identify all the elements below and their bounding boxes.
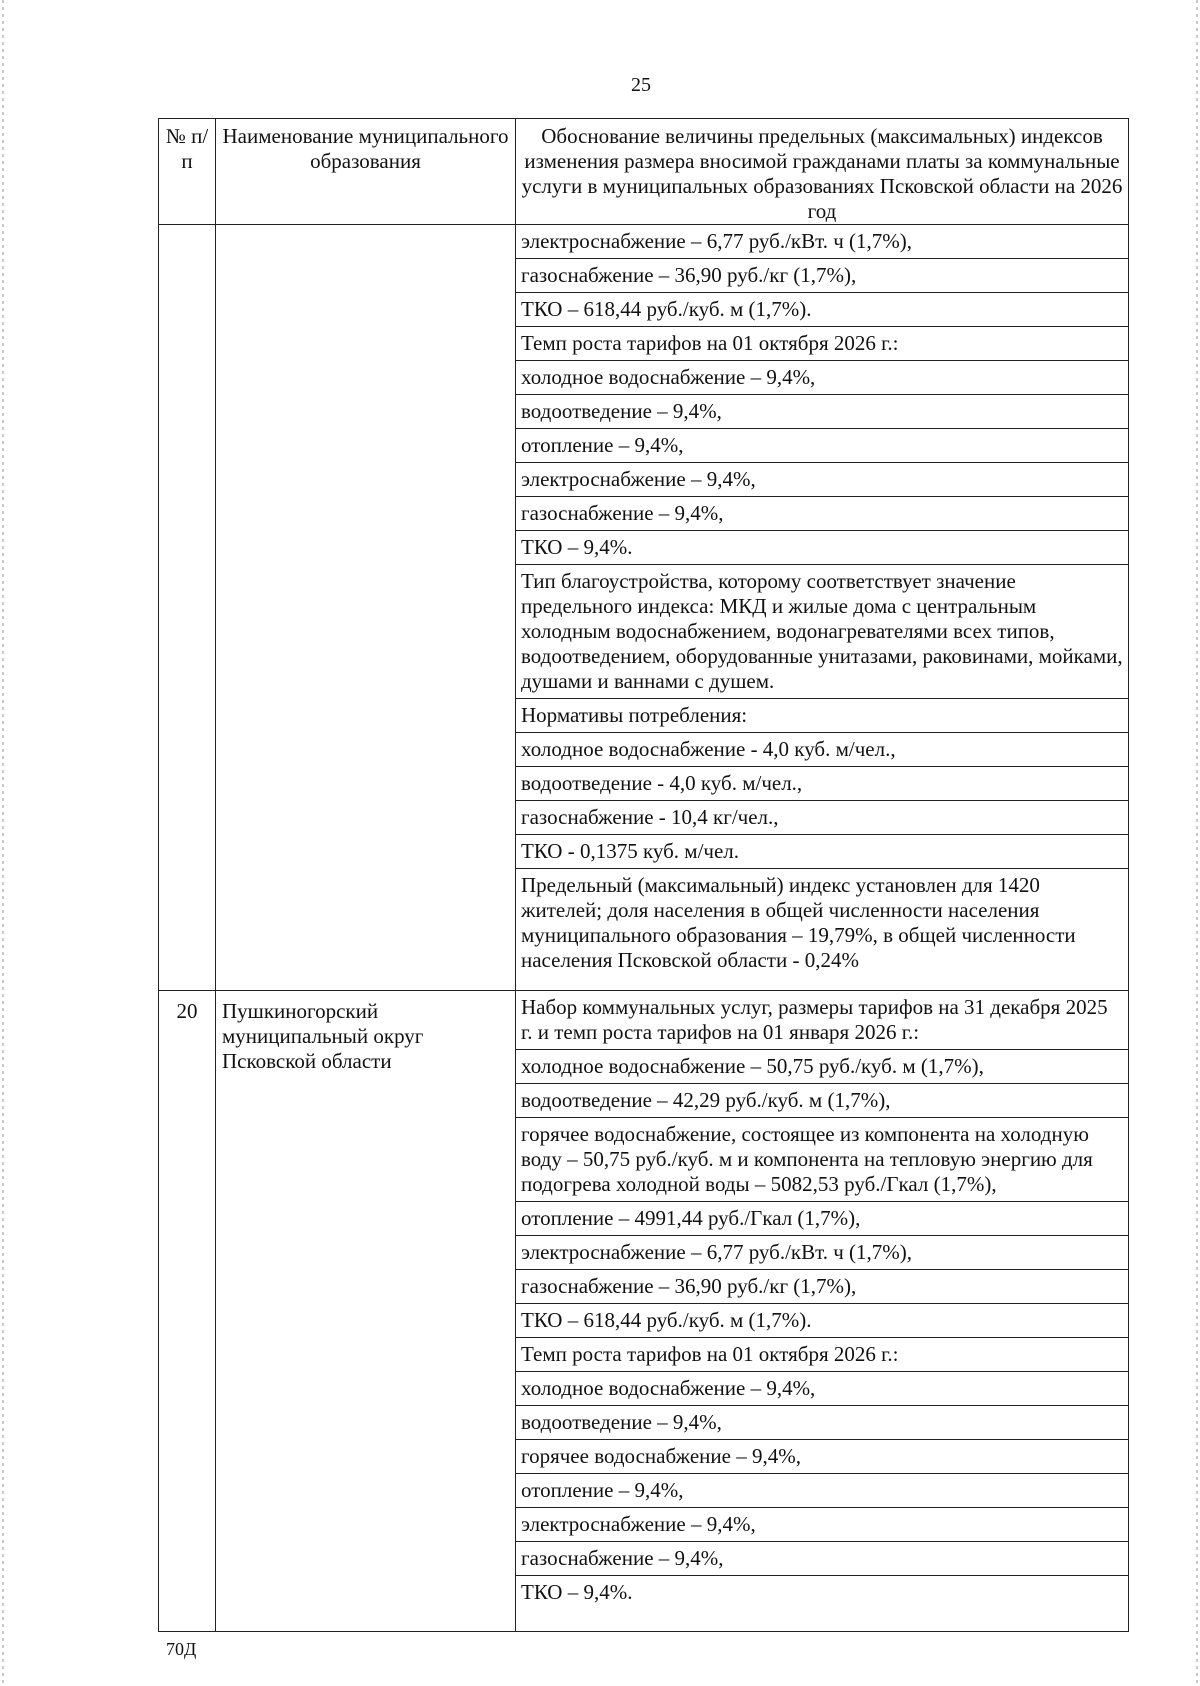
table-row bbox=[159, 991, 1129, 1632]
paragraph: холодное водоснабжение – 9,4%, bbox=[516, 1372, 1128, 1406]
paragraph: газоснабжение - 10,4 кг/чел., bbox=[516, 801, 1128, 835]
row-justification bbox=[516, 225, 1129, 991]
paragraph: ТКО – 618,44 руб./куб. м (1,7%). bbox=[516, 1304, 1128, 1338]
paragraph: электроснабжение – 6,77 руб./кВт. ч (1,7%), bbox=[516, 1236, 1128, 1270]
scan-edge-right bbox=[1196, 0, 1198, 1686]
row-num bbox=[159, 225, 216, 991]
paragraph: холодное водоснабжение - 4,0 куб. м/чел., bbox=[516, 733, 1128, 767]
paragraph: отопление – 4991,44 руб./Гкал (1,7%), bbox=[516, 1202, 1128, 1236]
paragraph: ТКО - 0,1375 куб. м/чел. bbox=[516, 835, 1128, 869]
row-num: 20 bbox=[159, 991, 216, 1632]
paragraph: Темп роста тарифов на 01 октября 2026 г.: bbox=[516, 1338, 1128, 1372]
paragraph: Предельный (максимальный) индекс установлен для 1420 жителей; доля населения в общей численности населения муниципального образования – 19,79%, в общей численности населения Псковской области - 0,24% bbox=[521, 873, 1076, 972]
paragraph: ТКО – 618,44 руб./куб. м (1,7%). bbox=[516, 293, 1128, 327]
paragraph: Темп роста тарифов на 01 октября 2026 г.: bbox=[516, 327, 1128, 361]
paragraph: водоотведение – 42,29 руб./куб. м (1,7%), bbox=[516, 1084, 1128, 1118]
paragraph: газоснабжение – 9,4%, bbox=[516, 1542, 1128, 1576]
header-name: Наименование муниципального образования bbox=[216, 119, 516, 225]
paragraph: газоснабжение – 36,90 руб./кг (1,7%), bbox=[516, 259, 1128, 293]
paragraph: отопление – 9,4%, bbox=[516, 429, 1128, 463]
paragraph: Тип благоустройства, которому соответствует значение предельного индекса: МКД и жилые дома с центральным холодным водоснабжением, водонагревателями всех типов, водоотведением, оборудованные унитазами, раковинами, мойками, душами и ваннами с душем. bbox=[516, 565, 1128, 699]
row-municipality: Пушкиногорский муниципальный округ Псковской области bbox=[216, 991, 516, 1632]
paragraph: водоотведение – 9,4%, bbox=[516, 1406, 1128, 1440]
paragraph: холодное водоснабжение – 9,4%, bbox=[516, 361, 1128, 395]
paragraph: холодное водоснабжение – 50,75 руб./куб. м (1,7%), bbox=[516, 1050, 1128, 1084]
paragraph: электроснабжение – 6,77 руб./кВт. ч (1,7%), bbox=[516, 225, 1128, 259]
paragraph: Нормативы потребления: bbox=[516, 699, 1128, 733]
page-number: 25 bbox=[631, 74, 651, 96]
header-justification: Обоснование величины предельных (максимальных) индексов изменения размера вносимой гражданами платы за коммунальные услуги в муниципальных образованиях Псковской области на 2026 год bbox=[516, 119, 1129, 225]
table-header-row bbox=[159, 119, 1129, 225]
row-justification bbox=[516, 991, 1129, 1632]
paragraph: горячее водоснабжение, состоящее из компонента на холодную воду – 50,75 руб./куб. м и компонента на тепловую энергию для подогрева холодной воды – 5082,53 руб./Гкал (1,7%), bbox=[516, 1118, 1128, 1202]
paragraph: электроснабжение – 9,4%, bbox=[516, 463, 1128, 497]
paragraph: водоотведение - 4,0 куб. м/чел., bbox=[516, 767, 1128, 801]
paragraph: электроснабжение – 9,4%, bbox=[516, 1508, 1128, 1542]
row-municipality bbox=[216, 225, 516, 991]
document-code: 70Д bbox=[166, 1639, 197, 1659]
scan-edge-left bbox=[2, 0, 4, 1686]
paragraph: водоотведение – 9,4%, bbox=[516, 395, 1128, 429]
paragraph: отопление – 9,4%, bbox=[516, 1474, 1128, 1508]
header-num: № п/п bbox=[159, 119, 216, 225]
paragraph: газоснабжение – 9,4%, bbox=[516, 497, 1128, 531]
paragraph: горячее водоснабжение – 9,4%, bbox=[516, 1440, 1128, 1474]
paragraph: газоснабжение – 36,90 руб./кг (1,7%), bbox=[516, 1270, 1128, 1304]
tariff-table bbox=[158, 118, 1129, 1632]
paragraph: Набор коммунальных услуг, размеры тарифов на 31 декабря 2025 г. и темп роста тарифов на 01 января 2026 г.: bbox=[516, 991, 1128, 1050]
table-row bbox=[159, 225, 1129, 991]
paragraph: ТКО – 9,4%. bbox=[516, 531, 1128, 565]
paragraph: ТКО – 9,4%. bbox=[521, 1580, 633, 1604]
